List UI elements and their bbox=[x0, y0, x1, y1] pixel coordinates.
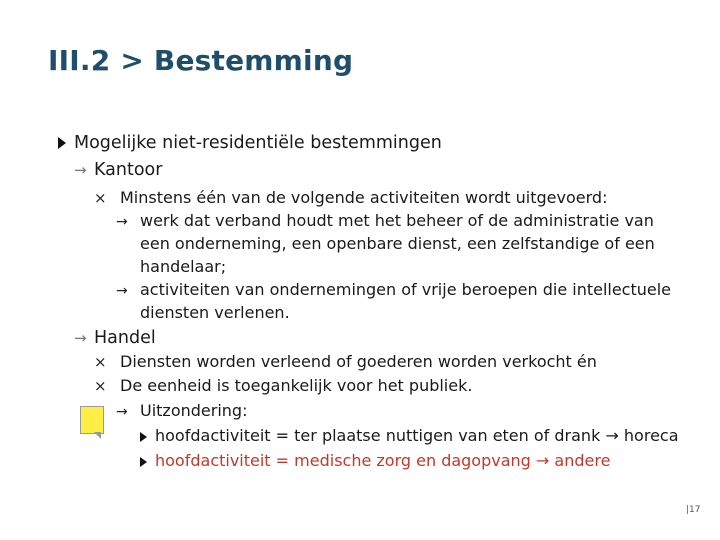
note-icon[interactable] bbox=[80, 406, 104, 434]
bullet-heading bbox=[58, 133, 442, 153]
kantoor-condition bbox=[94, 188, 607, 207]
handel-condition1 bbox=[94, 352, 597, 371]
exception-label: Uitzondering: bbox=[140, 401, 248, 420]
triangle-bullet-icon bbox=[140, 457, 147, 467]
heading-text: Mogelijke niet-residentiële bestemmingen bbox=[74, 133, 442, 153]
handel-ex1 bbox=[140, 426, 679, 445]
kantoor-sub1-line1: werk dat verband houdt met het beheer of de administratie van bbox=[140, 211, 654, 230]
kantoor-sub2 bbox=[116, 280, 671, 299]
handel-ex2 bbox=[140, 451, 610, 470]
handel-exception bbox=[116, 401, 247, 420]
ex1-text: hoofdactiviteit = ter plaatse nuttigen van eten of drank → horeca bbox=[155, 426, 679, 445]
kantoor-sub2-line1: activiteiten van ondernemingen of vrije beroepen die intellectuele bbox=[140, 280, 672, 299]
triangle-bullet-icon bbox=[58, 137, 66, 149]
kantoor-sub2-line2: diensten verlenen. bbox=[140, 303, 290, 322]
arrow-bullet-icon: → bbox=[74, 161, 87, 179]
arrow-bullet-icon: → bbox=[74, 329, 87, 347]
handel-condition1-text: Diensten worden verleend of goederen worden verkocht én bbox=[120, 352, 597, 371]
kantoor-condition-text: Minstens één van de volgende activiteiten wordt uitgevoerd: bbox=[120, 188, 608, 207]
slide-title: III.2 > Bestemming bbox=[48, 44, 354, 77]
kantoor-sub1-line2: een onderneming, een openbare dienst, een zelfstandige of een bbox=[140, 234, 655, 253]
handel-condition2-text: De eenheid is toegankelijk voor het publiek. bbox=[120, 376, 473, 395]
cross-bullet-icon: × bbox=[94, 189, 107, 207]
arrow-bullet-icon: → bbox=[116, 283, 128, 299]
handel-label: Handel bbox=[94, 328, 156, 348]
kantoor-sub1-line3: handelaar; bbox=[140, 257, 227, 276]
handel-condition2 bbox=[94, 376, 472, 395]
page-number: |17 bbox=[686, 505, 701, 515]
triangle-bullet-icon bbox=[140, 432, 147, 442]
cross-bullet-icon: × bbox=[94, 377, 107, 395]
item-kantoor bbox=[74, 160, 162, 180]
arrow-bullet-icon: → bbox=[116, 214, 128, 230]
kantoor-label: Kantoor bbox=[94, 160, 163, 180]
kantoor-sub1 bbox=[116, 211, 654, 230]
arrow-bullet-icon: → bbox=[116, 404, 128, 420]
ex2-text: hoofdactiviteit = medische zorg en dagopvang → andere bbox=[155, 451, 611, 470]
cross-bullet-icon: × bbox=[94, 353, 107, 371]
item-handel bbox=[74, 328, 156, 348]
